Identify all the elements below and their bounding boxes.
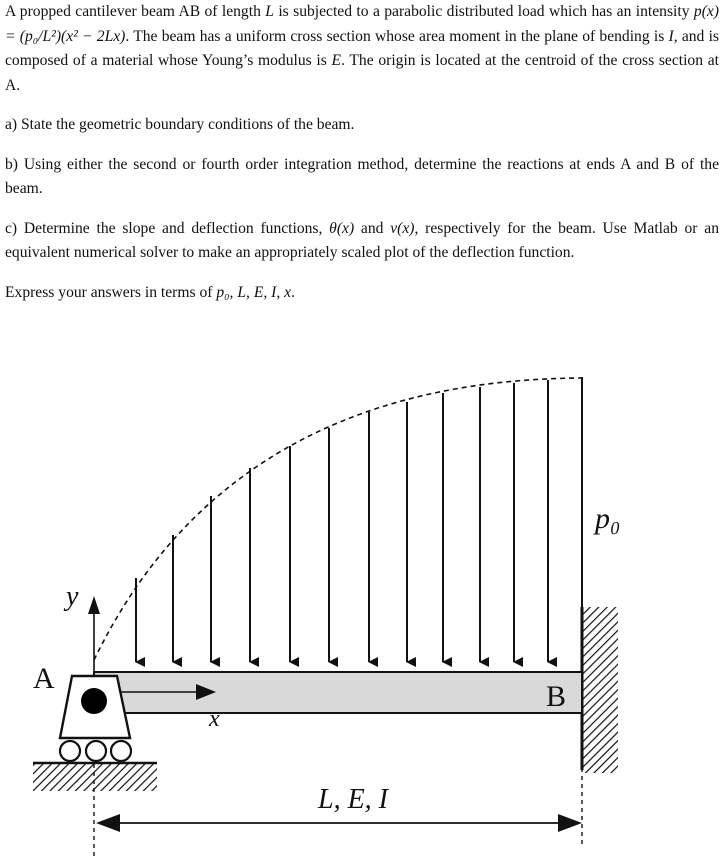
intro-text-3: . The beam has a uniform cross section whose area moment in the plane of bending is	[125, 27, 669, 45]
part-c-text-1: c) Determine the slope and deflection functions,	[5, 219, 330, 237]
intro-paragraph	[5, 0, 719, 98]
roller-wheel	[111, 741, 131, 761]
beam-figure	[0, 350, 724, 863]
express-text-2: .	[291, 283, 295, 301]
dimension-label: L, E, I	[318, 784, 388, 815]
intro-text-5: . The origin is located at the centroid of the cross section at A.	[5, 52, 719, 94]
distributed-load-arrows	[136, 377, 582, 672]
part-a: a) State the geometric boundary conditions of the beam.	[5, 116, 355, 133]
express-text-1: Express your answers in terms of	[5, 283, 217, 301]
part-c-text-3: , respectively for the beam. Use Matlab or an equivalent numerical solver to make an appropriately scaled plot of the deflection function.	[5, 219, 719, 261]
problem-statement	[5, 0, 719, 320]
roller-wheel	[86, 741, 106, 761]
ground-hatch	[33, 764, 157, 791]
symbol-E: E	[331, 52, 342, 69]
roller-wheel	[60, 741, 80, 761]
symbol-I: I	[668, 27, 674, 45]
y-axis-label: y	[66, 581, 79, 612]
pin-joint	[81, 688, 107, 714]
intro-text-4: , and is composed of a material whose Young’s modulus is	[5, 27, 719, 69]
dimension-arrow-right	[558, 814, 582, 832]
fixed-wall	[582, 607, 618, 773]
intro-text-1: A propped cantilever beam AB of length	[5, 3, 266, 20]
p0-label: p₀	[595, 502, 621, 535]
part-b: b) Using either the second or fourth order integration method, determine the reactions at ends A and B of the beam.	[5, 155, 719, 197]
intensity-formula: p(x) = (p₀/L²)(x² − 2Lx)	[5, 3, 719, 45]
y-axis-arrowhead	[88, 596, 100, 614]
end-A-label: A	[33, 662, 55, 695]
part-c	[5, 217, 719, 266]
symbol-L: L	[265, 3, 274, 20]
x-axis-label: x	[209, 706, 220, 732]
v-function: v(x)	[390, 219, 415, 237]
theta-function: θ(x)	[329, 219, 355, 237]
intro-text-2: is subjected to a parabolic distributed load which has an intensity	[273, 3, 694, 20]
part-c-text-2: and	[354, 219, 391, 237]
dimension-arrow-left	[96, 814, 120, 832]
end-B-label: B	[546, 680, 567, 713]
express-variables: p₀, L, E, I, x	[216, 283, 292, 301]
load-envelope-curve	[94, 378, 582, 660]
express-instruction	[5, 281, 719, 306]
